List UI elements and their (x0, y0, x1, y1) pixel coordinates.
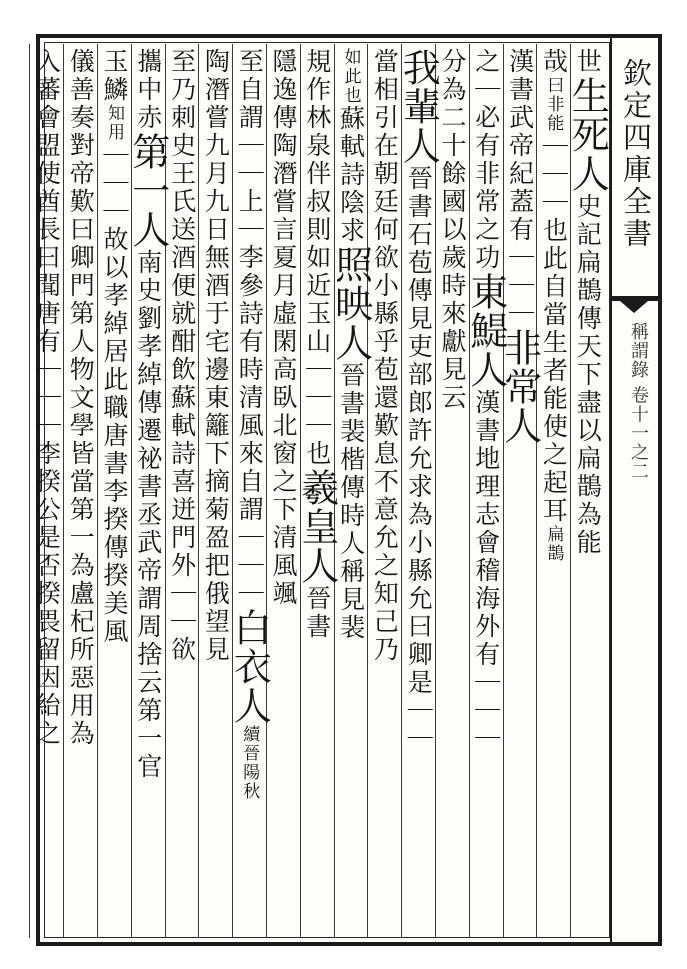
body-text: 陶潛嘗九月九日無酒于宅邊東籬下摘菊盈把俄望見 (201, 48, 231, 664)
body-text: 玉鱗 (100, 48, 129, 104)
body-text: 晉書裴楷傳時人稱見裴 (336, 362, 366, 642)
text-column (29, 48, 63, 934)
text-column (497, 48, 542, 934)
body-text: ｜｜｜故以孝綽居此職唐書李揆傳揆美風 (100, 142, 129, 646)
body-text: 南史劉孝綽傳遷祕書丞武帝謂周捨云第一官 (133, 249, 163, 781)
body-text: 漢書武帝紀蓋有｜｜｜ (505, 48, 535, 328)
entry-headword: 照映人 (328, 245, 373, 362)
body-text: 叔則如近玉山｜｜｜也 (302, 188, 332, 468)
text-column (97, 48, 131, 934)
entry-headword: 東鯷人 (463, 272, 508, 389)
body-text: 史記扁鵲傳天下盡以扁鵲為能 (573, 193, 603, 557)
annotation-text: 曰非能 (543, 76, 564, 133)
annotation-text: 知用 (104, 104, 124, 142)
body-text: 入蕃會盟使酋長曰聞唐有｜｜｜李揆公是否揆畏留因紿之 (32, 48, 62, 748)
book-title: 欽定四庫全書 (619, 58, 653, 250)
text-column (63, 48, 97, 934)
fishtail-mark (610, 296, 658, 316)
text-column (125, 48, 170, 934)
text-column (367, 48, 401, 934)
body-text: 漢書地理志會稽海外有｜｜｜ (471, 389, 501, 753)
body-text: 至自謂｜｜上｜李參詩有時清風來自謂｜｜｜ (235, 48, 265, 608)
text-column (565, 48, 610, 934)
entry-headword: 生死人 (565, 76, 610, 193)
body-text: 晉書石苞傳見吏部郎許允求為小縣允曰卿是｜｜ (404, 165, 434, 753)
body-text: 分為二十餘國以歲時來獻見云 (438, 48, 467, 412)
body-text: 蘇軾詩陰求 (336, 105, 366, 245)
body-text: 中赤 (133, 76, 163, 132)
text-column (396, 48, 441, 934)
body-text: 儀善奏對帝歎曰卿門第人物文學皆當第一為盧杞所惡用為 (66, 48, 96, 748)
text-column (227, 48, 272, 934)
body-text: 晉書 (302, 585, 332, 641)
annotation-text: 扁鵲 (543, 525, 564, 563)
entry-headword: 非常人 (497, 328, 542, 445)
text-column (536, 48, 570, 934)
body-text: 規作林泉伴 (302, 48, 332, 188)
text-column (198, 48, 232, 934)
text-column (294, 48, 339, 934)
body-text: ｜｜｜也此自當生者能使之起耳 (539, 133, 569, 525)
annotation-text: 如此也 (340, 48, 361, 105)
entry-headword: 羲皇人 (294, 468, 339, 585)
body-text: 哉 (539, 48, 569, 76)
entry-headword: 我輩人 (396, 48, 441, 165)
text-column (266, 48, 300, 934)
text-column (463, 48, 508, 934)
section-title: 稱謂錄 卷十一之二 (628, 322, 649, 481)
annotation-text: 續晉陽秋 (239, 725, 260, 801)
body-text: 隱逸傳陶潛嘗言夏月虛閑高臥北窗之下清風颯 (269, 48, 298, 608)
text-column (435, 48, 469, 934)
body-text: 攜 (133, 48, 163, 76)
body-text: 世 (573, 48, 603, 76)
body-text: 當相引在朝廷何欲小縣乎苞還歎息不意允之知己乃 (370, 48, 400, 664)
entry-headword: 第一人 (125, 132, 170, 249)
entry-headword: 白衣人 (227, 608, 272, 725)
body-text: 之｜必有非常之功 (471, 48, 501, 272)
body-text: 至乃刺史王氏送酒便就酣飲蘇軾詩喜迸門外｜｜欲 (167, 48, 197, 664)
